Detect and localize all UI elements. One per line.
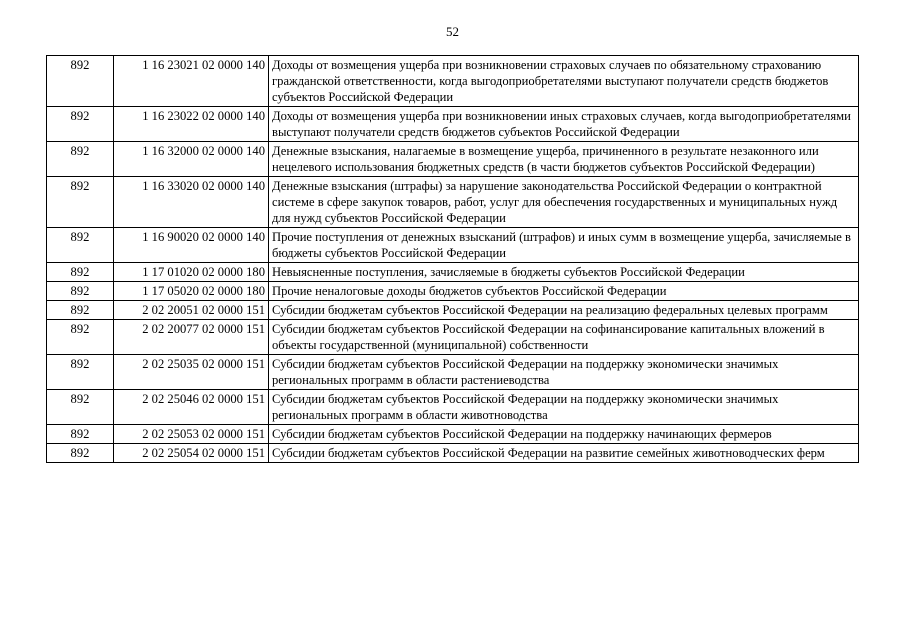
admin-code-cell: 892	[47, 425, 114, 444]
admin-code-cell: 892	[47, 282, 114, 301]
table-row	[47, 355, 859, 390]
table-row	[47, 56, 859, 107]
admin-code-cell: 892	[47, 320, 114, 355]
table-row	[47, 390, 859, 425]
admin-code-cell: 892	[47, 177, 114, 228]
revenue-name-cell: Субсидии бюджетам субъектов Российской Федерации на развитие семейных животноводческих ферм	[269, 444, 859, 463]
table-row	[47, 177, 859, 228]
budget-classification-table	[46, 55, 859, 463]
admin-code-cell: 892	[47, 301, 114, 320]
revenue-code-cell: 1 16 33020 02 0000 140	[114, 177, 269, 228]
revenue-name-cell: Денежные взыскания (штрафы) за нарушение законодательства Российской Федерации о контрактной системе в сфере закупок товаров, работ, услуг для обеспечения государственных и муниципальных нужд для нужд субъектов Российской Федерации	[269, 177, 859, 228]
revenue-name-cell: Субсидии бюджетам субъектов Российской Федерации на поддержку экономически значимых региональных программ в области животноводства	[269, 390, 859, 425]
table-body	[47, 56, 859, 463]
table-row	[47, 142, 859, 177]
admin-code-cell: 892	[47, 228, 114, 263]
revenue-code-cell: 2 02 25035 02 0000 151	[114, 355, 269, 390]
revenue-code-cell: 2 02 25053 02 0000 151	[114, 425, 269, 444]
table-row	[47, 301, 859, 320]
revenue-code-cell: 2 02 25054 02 0000 151	[114, 444, 269, 463]
table-row	[47, 228, 859, 263]
revenue-code-cell: 1 16 90020 02 0000 140	[114, 228, 269, 263]
revenue-name-cell: Субсидии бюджетам субъектов Российской Федерации на поддержку начинающих фермеров	[269, 425, 859, 444]
table-row	[47, 444, 859, 463]
table-row	[47, 425, 859, 444]
revenue-code-cell: 2 02 25046 02 0000 151	[114, 390, 269, 425]
revenue-code-cell: 1 16 23021 02 0000 140	[114, 56, 269, 107]
revenue-name-cell: Доходы от возмещения ущерба при возникновении страховых случаев по обязательному страхованию гражданской ответственности, когда выгодоприобретателями выступают получатели средств бюджетов субъектов Российской Федерации	[269, 56, 859, 107]
admin-code-cell: 892	[47, 355, 114, 390]
revenue-code-cell: 2 02 20051 02 0000 151	[114, 301, 269, 320]
revenue-name-cell: Доходы от возмещения ущерба при возникновении иных страховых случаев, когда выгодоприобретателями выступают получатели средств бюджетов субъектов Российской Федерации	[269, 107, 859, 142]
table-row	[47, 263, 859, 282]
admin-code-cell: 892	[47, 263, 114, 282]
revenue-code-cell: 1 16 32000 02 0000 140	[114, 142, 269, 177]
revenue-code-cell: 2 02 20077 02 0000 151	[114, 320, 269, 355]
revenue-name-cell: Прочие поступления от денежных взысканий (штрафов) и иных сумм в возмещение ущерба, зачисляемые в бюджеты субъектов Российской Федерации	[269, 228, 859, 263]
revenue-name-cell: Невыясненные поступления, зачисляемые в бюджеты субъектов Российской Федерации	[269, 263, 859, 282]
page-number: 52	[446, 24, 459, 39]
table-row	[47, 107, 859, 142]
admin-code-cell: 892	[47, 107, 114, 142]
revenue-name-cell: Денежные взыскания, налагаемые в возмещение ущерба, причиненного в результате незаконного или нецелевого использования бюджетных средств (в части бюджетов субъектов Российской Федерации)	[269, 142, 859, 177]
table-row	[47, 282, 859, 301]
admin-code-cell: 892	[47, 142, 114, 177]
revenue-name-cell: Субсидии бюджетам субъектов Российской Федерации на софинансирование капитальных вложений в объекты государственной (муниципальной) собственности	[269, 320, 859, 355]
admin-code-cell: 892	[47, 56, 114, 107]
admin-code-cell: 892	[47, 390, 114, 425]
revenue-code-cell: 1 16 23022 02 0000 140	[114, 107, 269, 142]
revenue-code-cell: 1 17 01020 02 0000 180	[114, 263, 269, 282]
revenue-code-cell: 1 17 05020 02 0000 180	[114, 282, 269, 301]
revenue-name-cell: Прочие неналоговые доходы бюджетов субъектов Российской Федерации	[269, 282, 859, 301]
revenue-name-cell: Субсидии бюджетам субъектов Российской Федерации на реализацию федеральных целевых программ	[269, 301, 859, 320]
revenue-name-cell: Субсидии бюджетам субъектов Российской Федерации на поддержку экономически значимых региональных программ в области растениеводства	[269, 355, 859, 390]
admin-code-cell: 892	[47, 444, 114, 463]
table-row	[47, 320, 859, 355]
